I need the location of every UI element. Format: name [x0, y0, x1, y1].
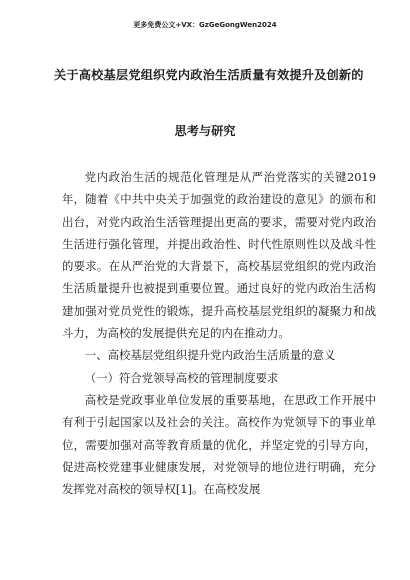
document-title-line-2: 思考与研究 — [174, 124, 236, 138]
subsection-heading: （一）符合党领导高校的管理制度要求 — [84, 370, 279, 385]
section-heading: 一、高校基层党组织提升党内政治生活质量的意义 — [84, 348, 336, 363]
document-body — [62, 166, 376, 500]
body-paragraph: 高校是党政事业单位发展的重要基地，在思政工作开展中有利于引起国家以及社会的关注。高校作为党领导下的事业单位，需要加强对高等教育质量的优化，并坚定党的引导方向，促进高校党建事业健康发展，对党领导的地位进行明确，充分发挥党对高校的领导权[1]。在高校发展 — [62, 392, 376, 497]
intro-paragraph: 党内政治生活的规范化管理是从严治党落实的关键2019年，随着《中共中央关于加强党的政治建设的意见》的颁布和出台，对党内政治生活管理提出更高的要求，需要对党内政治生活进行强化管理，并提出政治性、时代性原则性以及战斗性的要求。在从严治党的大背景下，高校基层党组织的党内政治生活质量提升也被提到重要位置。通过良好的党内政治生活构建加强对党员党性的锻炼，提升高校基层党组织的凝聚力和战斗力，为高校的发展提供充足的内在推动力。 — [62, 170, 376, 341]
header-note: 更多免费公文+VX：GzGeGongWen2024 — [133, 21, 277, 29]
document-title-line-1: 关于高校基层党组织党内政治生活质量有效提升及创新的 — [54, 68, 364, 82]
